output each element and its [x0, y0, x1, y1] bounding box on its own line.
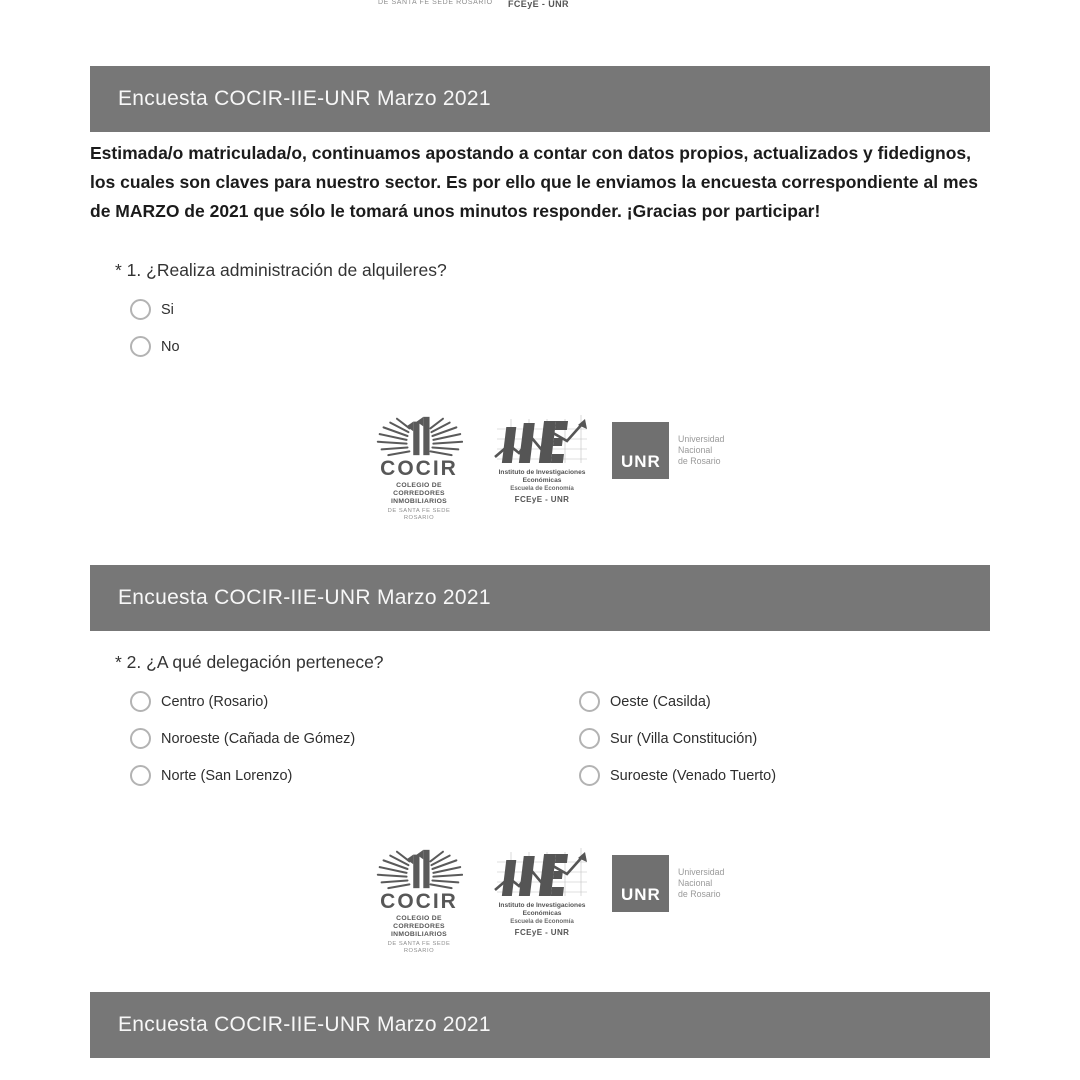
radio-option-label: Sur (Villa Constitución)	[610, 730, 758, 747]
radio-option-suroeste-venado-tuerto[interactable]	[579, 765, 776, 786]
unr-acronym: UNR	[621, 452, 661, 471]
section-header-bar-1	[90, 66, 990, 132]
radio-option-label: Centro (Rosario)	[161, 693, 269, 710]
radio-button-icon[interactable]	[130, 299, 151, 320]
section-header-bar-2	[90, 565, 990, 631]
unr-fullname-line3: de Rosario	[678, 456, 721, 466]
radio-option-norte-san-lorenzo[interactable]	[130, 765, 355, 786]
section-header-bar-3	[90, 992, 990, 1058]
radio-option-label: Noroeste (Cañada de Gómez)	[161, 730, 356, 747]
unr-fullname-line2: Nacional	[678, 445, 713, 455]
unr-fullname	[678, 867, 724, 900]
radio-option-no[interactable]	[130, 336, 180, 357]
radio-button-icon[interactable]	[130, 691, 151, 712]
radio-option-label: No	[161, 338, 180, 355]
cocir-subtitle-line3: DE SANTA FE SEDE ROSARIO	[387, 508, 451, 521]
unr-acronym: UNR	[621, 885, 661, 904]
unr-logo	[612, 855, 724, 912]
cocir-subtitle-line1: COLEGIO DE CORREDORES	[393, 482, 445, 497]
unr-logo	[612, 422, 724, 479]
cocir-logo	[372, 846, 466, 955]
radio-button-icon[interactable]	[130, 765, 151, 786]
cocir-wordmark: COCIR	[380, 457, 458, 480]
cocir-logo	[372, 413, 466, 522]
radio-option-label: Norte (San Lorenzo)	[161, 767, 293, 784]
iie-subtitle-line2: Escuela de Economía	[510, 918, 574, 925]
cocir-subtitle-line2: INMOBILIARIOS	[390, 931, 447, 938]
unr-fullname-line1: Universidad	[678, 434, 725, 444]
radio-option-noroeste-canada-de-gomez[interactable]	[130, 728, 355, 749]
radio-option-oeste-casilda[interactable]	[579, 691, 776, 712]
cocir-rays-icon	[375, 846, 463, 892]
institution-logos	[372, 846, 724, 955]
iie-logo	[480, 846, 604, 938]
radio-button-icon[interactable]	[579, 691, 600, 712]
radio-option-label: Si	[161, 301, 174, 318]
section-title: Encuesta COCIR-IIE-UNR Marzo 2021	[118, 586, 491, 609]
cocir-subtitle-line2: INMOBILIARIOS	[390, 498, 447, 505]
radio-option-label: Suroeste (Venado Tuerto)	[610, 767, 777, 784]
intro-paragraph: Estimada/o matriculada/o, continuamos apostando a contar con datos propios, actualizados y fidedignos, los cuales son claves para nuestro sector. Es por ello que le enviamos la encuesta correspondiente al mes de MARZO de 2021 que sólo le tomará unos minutos responder. ¡Gracias por participar!	[90, 143, 978, 221]
cocir-subtitle-line3: DE SANTA FE SEDE ROSARIO	[387, 941, 451, 954]
iie-subtitle-line3: FCEyE - UNR	[514, 495, 570, 504]
iie-logo	[480, 413, 604, 505]
section-title: Encuesta COCIR-IIE-UNR Marzo 2021	[118, 1013, 491, 1036]
unr-fullname-line2: Nacional	[678, 878, 713, 888]
iie-subtitle-line2: Escuela de Economía	[510, 485, 574, 492]
radio-button-icon[interactable]	[579, 765, 600, 786]
radio-button-icon[interactable]	[130, 728, 151, 749]
unr-square-icon	[612, 855, 669, 912]
radio-option-centro-rosario[interactable]	[130, 691, 355, 712]
institution-logos	[372, 413, 724, 522]
unr-fullname-line1: Universidad	[678, 867, 725, 877]
radio-option-label: Oeste (Casilda)	[610, 693, 711, 710]
radio-option-sur-villa-constitucion[interactable]	[579, 728, 776, 749]
question-2-label: * 2. ¿A qué delegación pertenece?	[115, 652, 384, 672]
iie-chart-icon	[491, 846, 593, 902]
section-title: Encuesta COCIR-IIE-UNR Marzo 2021	[118, 87, 491, 110]
radio-option-si[interactable]	[130, 299, 180, 320]
iie-chart-icon	[491, 413, 593, 469]
iie-logo-tail-text: FCEyE - UNR	[508, 0, 569, 9]
unr-fullname-line3: de Rosario	[678, 889, 721, 899]
unr-fullname	[678, 434, 724, 467]
radio-button-icon[interactable]	[130, 336, 151, 357]
question-2-options-column-1	[130, 691, 355, 802]
cocir-wordmark: COCIR	[380, 890, 458, 913]
question-2-options-column-2	[579, 691, 776, 802]
question-1-label: * 1. ¿Realiza administración de alquileres?	[115, 260, 447, 280]
iie-subtitle-line1: Instituto de Investigaciones Económicas	[498, 902, 586, 917]
unr-square-icon	[612, 422, 669, 479]
radio-button-icon[interactable]	[579, 728, 600, 749]
cocir-logo-tail-text: DE SANTA FE SEDE ROSARIO	[378, 0, 493, 6]
cocir-subtitle-line1: COLEGIO DE CORREDORES	[393, 915, 445, 930]
question-1-options	[130, 299, 180, 373]
iie-subtitle-line3: FCEyE - UNR	[514, 928, 570, 937]
cocir-rays-icon	[375, 413, 463, 459]
iie-subtitle-line1: Instituto de Investigaciones Económicas	[498, 469, 586, 484]
